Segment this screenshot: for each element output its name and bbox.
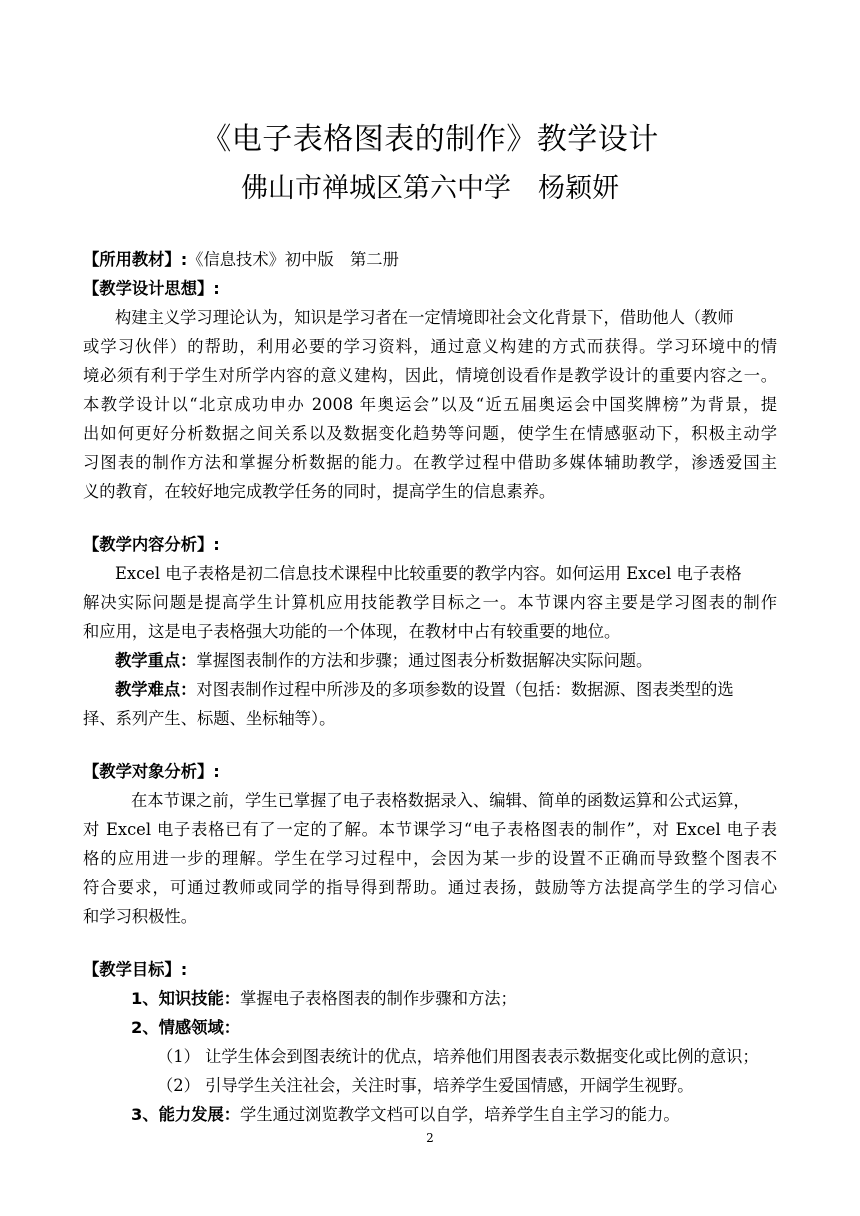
difficulty-line-2: 择、系列产生、标题、坐标轴等）。 [83, 709, 336, 728]
design-thinking-line: 或学习伙伴）的帮助，利用必要的学习资料，通过意义构建的方式而获得。学习环境中的情 [83, 337, 777, 356]
materials-text: 《信息技术》初中版 第二册 [187, 250, 399, 269]
objective-item-1-text: 掌握电子表格图表的制作步骤和方法； [240, 989, 517, 1008]
difficulty-text: 对图表制作过程中所涉及的多项参数的设置（包括：数据源、图表类型的选 [196, 680, 734, 699]
objective-item-2-label: 2、情感领域： [131, 1018, 241, 1037]
materials-line [83, 250, 399, 270]
objective-item-3-label: 3、能力发展： [131, 1105, 241, 1124]
design-thinking-line: 习图表的制作方法和掌握分析数据的能力。在教学过程中借助多媒体辅助教学，渗透爱国主 [83, 453, 777, 472]
design-thinking-line: 构建主义学习理论认为，知识是学习者在一定情境即社会文化背景下，借助他人（教师 [115, 308, 734, 327]
objective-sub-2-number: （2） [157, 1076, 200, 1095]
content-analysis-heading: 【教学内容分析】: [83, 535, 220, 554]
object-analysis-line: 在本节课之前，学生已掌握了电子表格数据录入、编辑、简单的函数运算和公式运算， [131, 791, 750, 810]
objective-item-3 [131, 1105, 680, 1125]
objective-sub-2 [157, 1076, 694, 1096]
content-analysis-line: 解决实际问题是提高学生计算机应用技能教学目标之一。本节课内容主要是学习图表的制作 [83, 593, 777, 612]
content-analysis-line: Excel 电子表格是初二信息技术课程中比较重要的教学内容。如何运用 Excel 电子表格 [115, 564, 742, 583]
difficulty-label: 教学难点： [115, 680, 197, 699]
design-thinking-line: 境必须有利于学生对所学内容的意义建构，因此，情境创设看作是教学设计的重要内容之一。 [83, 366, 777, 385]
materials-label: 【所用教材】: [83, 250, 188, 269]
objective-item-1 [131, 989, 517, 1009]
page-number: 2 [426, 1131, 434, 1145]
objective-item-1-label: 1、知识技能： [131, 989, 241, 1008]
key-point-label: 教学重点： [115, 651, 197, 670]
content-analysis-line: 和应用，这是电子表格强大功能的一个体现，在教材中占有较重要的地位。 [83, 622, 621, 641]
object-analysis-line: 对 Excel 电子表格已有了一定的了解。本节课学习“电子表格图表的制作”，对 Excel 电子表 [83, 820, 777, 839]
key-point-text: 掌握图表制作的方法和步骤；通过图表分析数据解决实际问题。 [196, 651, 653, 670]
design-thinking-line: 本教学设计以“北京成功申办 2008 年奥运会”以及“近五届奥运会中国奖牌榜”为背景，提 [83, 395, 777, 414]
key-point-line [115, 651, 652, 671]
difficulty-line [115, 680, 734, 700]
objective-sub-2-text: 引导学生关注社会，关注时事，培养学生爱国情感，开阔学生视野。 [205, 1076, 694, 1095]
design-thinking-line: 义的教育，在较好地完成教学任务的同时，提高学生的信息素养。 [83, 482, 556, 501]
author-line: 佛山市禅城区第六中学 杨颖妍 [241, 173, 619, 204]
objective-sub-1-number: （1） [157, 1047, 200, 1066]
object-analysis-line: 和学习积极性。 [83, 907, 197, 926]
document-title: 《电子表格图表的制作》教学设计 [201, 122, 659, 157]
objective-sub-1-text: 让学生体会到图表统计的优点，培养他们用图表表示数据变化或比例的意识； [205, 1047, 759, 1066]
design-thinking-line: 出如何更好分析数据之间关系以及数据变化趋势等问题，使学生在情感驱动下，积极主动学 [83, 424, 777, 443]
objectives-heading: 【教学目标】: [83, 960, 188, 979]
object-analysis-line: 格的应用进一步的理解。学生在学习过程中，会因为某一步的设置不正确而导致整个图表不 [83, 849, 777, 868]
object-analysis-line: 符合要求，可通过教师或同学的指导得到帮助。通过表扬，鼓励等方法提高学生的学习信心 [83, 878, 777, 897]
objective-item-3-text: 学生通过浏览教学文档可以自学，培养学生自主学习的能力。 [240, 1105, 680, 1124]
objective-sub-1 [157, 1047, 759, 1067]
object-analysis-heading: 【教学对象分析】: [83, 762, 220, 781]
design-thinking-heading: 【教学设计思想】: [83, 279, 220, 298]
